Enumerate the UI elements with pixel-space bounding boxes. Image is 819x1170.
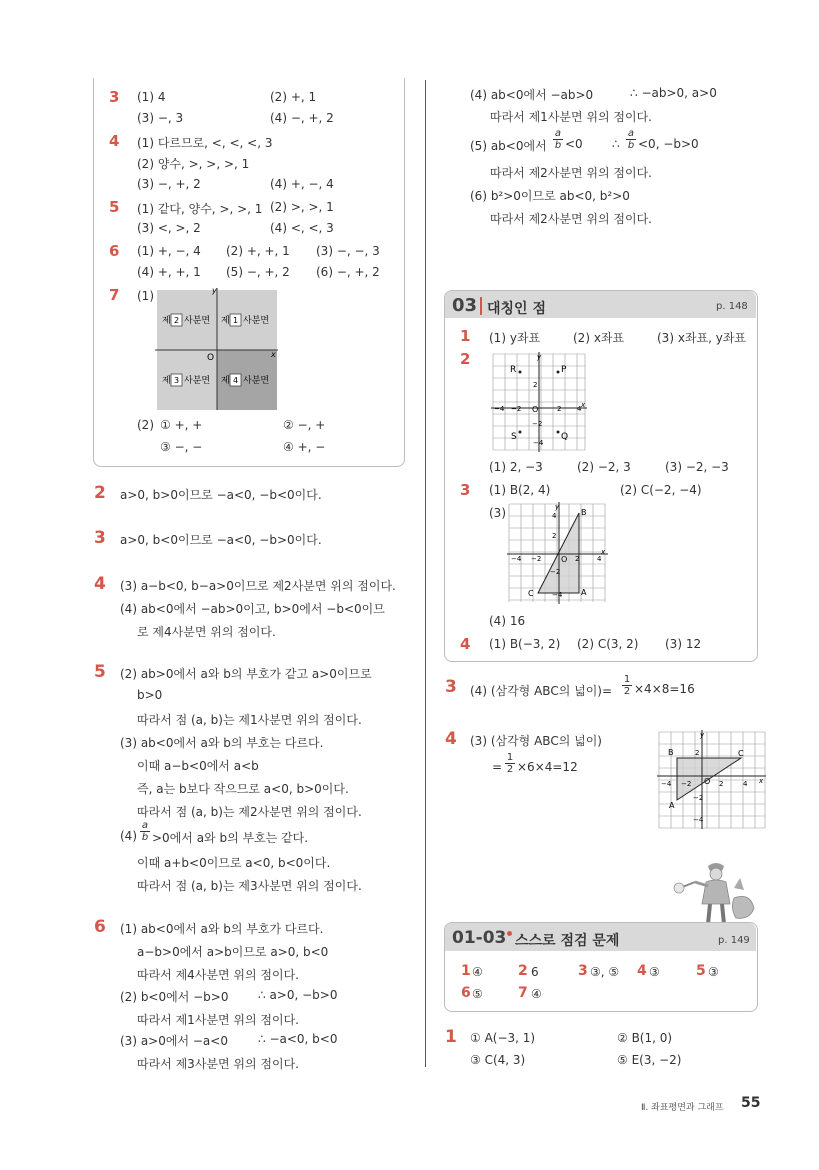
fraction: [626, 128, 636, 151]
tick-label: 4: [552, 512, 557, 520]
tick-label: 4: [577, 405, 582, 413]
tick-label: −4: [552, 591, 563, 599]
fraction: [553, 128, 563, 151]
fraction: [140, 820, 150, 843]
solution-text: <0, −b>0: [638, 137, 699, 151]
quadrant-label: 제: [221, 316, 230, 326]
answer-text: (1) B(−3, 2): [489, 637, 561, 651]
review-item-answer: ③, ⑤: [590, 965, 620, 979]
fraction-denominator: 2: [506, 764, 514, 775]
x-axis-label: x: [759, 777, 764, 785]
problem-number: 2: [460, 350, 471, 368]
tick-label: 2: [557, 405, 562, 413]
tick-label: 4: [743, 780, 748, 788]
review-item-answer: ③: [649, 965, 660, 979]
solution-number: 3: [94, 528, 106, 548]
tick-label: −4: [494, 405, 505, 413]
vertex-label: A: [581, 588, 587, 597]
answer-text: (2) C(3, 2): [577, 637, 639, 651]
tick-label: −4: [511, 555, 522, 563]
review-item-number: 7: [518, 985, 528, 1001]
coordinate-grid: [489, 350, 589, 453]
review-item-number: 3: [578, 963, 588, 979]
solution-text: (3) (삼각형 ABC의 넓이): [470, 734, 602, 748]
tick-label: −2: [511, 405, 522, 413]
origin-label: O: [704, 777, 711, 786]
solution-text: 따라서 제2사분면 위의 점이다.: [490, 166, 652, 180]
point-label: P: [561, 365, 567, 375]
tick-label: −4: [693, 816, 704, 824]
answer-text: (2) x좌표: [573, 331, 625, 345]
problem-number: 6: [109, 242, 120, 260]
fraction-denominator: b: [554, 140, 562, 151]
solution-text: ×6×4=12: [517, 760, 578, 774]
solution-text: 따라서 제4사분면 위의 점이다.: [137, 968, 299, 982]
review-item-answer: ④: [531, 987, 542, 1001]
review-item-number: 1: [461, 963, 471, 979]
solution-text: b>0: [137, 688, 163, 702]
solution-text: 따라서 점 (a, b)는 제3사분면 위의 점이다.: [137, 879, 362, 893]
solution-text: (2) b<0에서 −b>0: [120, 990, 229, 1004]
solution-number: 2: [94, 483, 106, 503]
tick-label: 2: [575, 555, 580, 563]
tick-label: 4: [597, 555, 602, 563]
origin-label: O: [532, 405, 539, 414]
solution-text: >0에서 a와 b의 부호는 같다.: [152, 831, 309, 845]
solution-text: a>0, b<0이므로 −a<0, −b>0이다.: [120, 533, 322, 547]
answer-text: (1) 2, −3: [489, 460, 543, 474]
solution-number: 4: [445, 729, 457, 749]
solution-text: ③ C(4, 3): [470, 1053, 526, 1067]
section-title: 스스로 점검 문제: [515, 933, 620, 949]
solution-number: 3: [445, 677, 457, 697]
vertex-label: B: [581, 508, 587, 517]
section-number: 03: [452, 295, 478, 316]
chapter-title: Ⅱ. 좌표평면과 그래프: [641, 1103, 724, 1113]
answer-text: (2) C(−2, −4): [620, 483, 702, 497]
answer-text: (1) y좌표: [489, 331, 541, 345]
review-item-number: 2: [518, 963, 528, 979]
solution-text: 즉, a는 b보다 작으므로 a<0, b>0이다.: [137, 782, 349, 796]
problem-number: 1: [460, 327, 471, 345]
quadrant-diagram: [150, 285, 280, 413]
page-number: 55: [741, 1095, 761, 1111]
quadrant-label: 제: [162, 316, 171, 326]
x-axis-label: x: [581, 401, 586, 409]
x-axis-label: x: [601, 548, 606, 556]
answer-text: (3) −, +, 2: [137, 177, 201, 191]
fraction-numerator: a: [554, 128, 562, 139]
solution-text: ② B(1, 0): [617, 1031, 673, 1045]
solution-number: 4: [94, 574, 106, 594]
coordinate-grid: [655, 728, 767, 830]
answer-text: ① +, +: [160, 418, 203, 432]
quadrant-label: 사분면: [184, 376, 211, 386]
origin-label: O: [207, 353, 215, 363]
review-item-number: 4: [637, 963, 647, 979]
answer-text: (1) 다르므로, <, <, <, 3: [137, 136, 273, 150]
solution-text: a−b>0에서 a>b이므로 a>0, b<0: [137, 945, 329, 959]
vertex-label: A: [669, 801, 675, 810]
solution-text: ∴: [612, 137, 620, 151]
fraction-numerator: 1: [506, 752, 514, 763]
solution-text: (2) ab>0에서 a와 b의 부호가 같고 a>0이므로: [120, 667, 372, 681]
tick-label: −2: [550, 568, 561, 576]
column-divider: [425, 80, 426, 1067]
solution-text: 따라서 점 (a, b)는 제2사분면 위의 점이다.: [137, 805, 362, 819]
solution-text: 이때 a−b<0에서 a<b: [137, 759, 259, 773]
solution-text: (4) (삼각형 ABC의 넓이)=: [470, 684, 613, 698]
solution-text: ① A(−3, 1): [470, 1031, 536, 1045]
solution-text: 따라서 점 (a, b)는 제1사분면 위의 점이다.: [137, 713, 362, 727]
tick-label: 2: [719, 780, 724, 788]
answer-text: (2) −2, 3: [577, 460, 631, 474]
answer-text: (2) >, >, 1: [270, 200, 334, 214]
problem-number: 4: [460, 635, 471, 653]
solution-text: ∴ −a<0, b<0: [258, 1032, 338, 1046]
answer-text: (2) 양수, >, >, >, 1: [137, 157, 250, 171]
point-p: [557, 371, 560, 374]
solution-text: 따라서 제1사분면 위의 점이다.: [137, 1013, 299, 1027]
solution-text: (6) b²>0이므로 ab<0, b²>0: [470, 189, 630, 203]
quadrant-label: 사분면: [243, 316, 270, 326]
tick-label: −2: [531, 555, 542, 563]
answer-text: (4) 16: [489, 614, 526, 628]
problem-number: 3: [109, 88, 120, 106]
x-axis-label: x: [271, 350, 276, 359]
answer-text: (3) −2, −3: [665, 460, 729, 474]
origin-label: O: [561, 555, 568, 564]
problem-number: 4: [109, 132, 120, 150]
point-q: [557, 431, 560, 434]
solution-text: (4) ab<0에서 −ab>0: [470, 88, 594, 102]
tick-label: −4: [533, 439, 544, 447]
tick-label: 2: [695, 749, 700, 757]
answer-text: (3) <, >, 2: [137, 221, 201, 235]
y-axis-label: y: [537, 353, 542, 361]
page-reference: p. 148: [716, 301, 748, 312]
answer-text: (4) +, +, 1: [137, 265, 201, 279]
vertex-label: B: [668, 748, 674, 757]
point-s: [519, 431, 522, 434]
section-title: 대칭인 점: [487, 301, 546, 317]
answer-text: (6) −, +, 2: [316, 265, 380, 279]
solution-text: a>0, b>0이므로 −a<0, −b<0이다.: [120, 488, 322, 502]
answer-text: ④ +, −: [283, 440, 326, 454]
bullet-dot: [507, 931, 512, 936]
problem-number: 5: [109, 198, 120, 216]
solution-number: 6: [94, 917, 106, 937]
blank-answer: 3: [174, 376, 180, 385]
solution-text: =: [492, 760, 503, 774]
point-label: S: [511, 432, 517, 442]
solution-number: 5: [94, 662, 106, 682]
coordinate-grid: [505, 500, 610, 606]
solution-number: 1: [445, 1027, 457, 1047]
y-axis-label: y: [555, 503, 560, 511]
quadrant-label: 사분면: [184, 316, 211, 326]
point-label: Q: [561, 432, 569, 442]
answer-text: (4) −, +, 2: [270, 111, 334, 125]
answer-text: (3) x좌표, y좌표: [657, 331, 747, 345]
blank-answer: 1: [233, 316, 239, 325]
solution-text: (5) ab<0에서: [470, 139, 547, 153]
problem-number: 7: [109, 286, 120, 304]
blank-answer: 2: [174, 316, 180, 325]
answer-text: (4) +, −, 4: [270, 177, 334, 191]
answer-text: (1) +, −, 4: [137, 244, 201, 258]
tick-label: 2: [533, 381, 538, 389]
solution-text: (1) ab<0에서 a와 b의 부호가 다르다.: [120, 922, 324, 936]
problem-number: 3: [460, 481, 471, 499]
section-divider: [480, 297, 482, 315]
solution-text: <0: [565, 137, 583, 151]
solution-text: ×4×8=16: [634, 682, 695, 696]
solution-text: (3) a>0에서 −a<0: [120, 1034, 228, 1048]
point-r: [519, 371, 522, 374]
answer-text: (1) 같다, 양수, >, >, 1: [137, 202, 263, 216]
fraction: [622, 674, 632, 697]
fraction: [505, 752, 515, 775]
solution-text: 따라서 제2사분면 위의 점이다.: [490, 212, 652, 226]
solution-text: 이때 a+b<0이므로 a<0, b<0이다.: [137, 856, 331, 870]
review-item-number: 6: [461, 985, 471, 1001]
answer-text: (3) −, 3: [137, 111, 184, 125]
solution-text: 로 제4사분면 위의 점이다.: [137, 625, 276, 639]
tick-label: −2: [532, 420, 543, 428]
review-item-number: 5: [696, 963, 706, 979]
review-item-answer: 6: [531, 965, 539, 979]
solution-text: 따라서 제3사분면 위의 점이다.: [137, 1057, 299, 1071]
answer-text: (1) B(2, 4): [489, 483, 551, 497]
answer-text: ③ −, −: [160, 440, 203, 454]
answer-text: (2) +, +, 1: [226, 244, 290, 258]
answer-text: ② −, +: [283, 418, 326, 432]
blank-answer: 4: [233, 376, 239, 385]
point-label: R: [510, 365, 517, 375]
section-number: 01-03: [452, 928, 507, 948]
vertex-label: C: [528, 589, 534, 598]
answer-text: (1) 4: [137, 90, 166, 104]
grid-lines: [659, 732, 765, 828]
tick-label: 2: [552, 532, 557, 540]
answer-text: (3): [489, 506, 506, 520]
solution-text: 따라서 제1사분면 위의 점이다.: [490, 110, 652, 124]
solution-text: (4): [120, 829, 137, 843]
quadrant-label: 제: [221, 376, 230, 386]
page-reference: p. 149: [718, 935, 750, 946]
tick-label: −2: [681, 780, 692, 788]
tick-label: −4: [661, 780, 672, 788]
answer-text: (5) −, +, 2: [226, 265, 290, 279]
review-item-answer: ⑤: [472, 987, 483, 1001]
solution-text: ⑤ E(3, −2): [617, 1053, 682, 1067]
solution-text: (3) ab<0에서 a와 b의 부호는 다르다.: [120, 736, 324, 750]
vertex-label: C: [738, 749, 744, 758]
y-axis-label: y: [212, 286, 217, 295]
fraction-denominator: 2: [623, 686, 631, 697]
answer-text: (4) <, <, 3: [270, 221, 334, 235]
answer-text: (2) +, 1: [270, 90, 317, 104]
review-item-answer: ④: [472, 965, 483, 979]
fraction-denominator: b: [141, 832, 149, 843]
solution-text: ∴ a>0, −b>0: [258, 988, 338, 1002]
answer-text: (2): [137, 418, 154, 432]
review-item-answer: ③: [708, 965, 719, 979]
solution-text: (3) a−b<0, b−a>0이므로 제2사분면 위의 점이다.: [120, 579, 396, 593]
solution-text: (4) ab<0에서 −ab>0이고, b>0에서 −b<0이므: [120, 602, 385, 616]
fraction-numerator: a: [627, 128, 635, 139]
character-illustration: [670, 858, 760, 928]
y-axis-label: y: [700, 731, 705, 739]
fraction-numerator: a: [141, 820, 149, 831]
answer-text: (3) 12: [665, 637, 702, 651]
quadrant-label: 제: [162, 376, 171, 386]
solution-text: ∴ −ab>0, a>0: [630, 86, 717, 100]
fraction-denominator: b: [627, 140, 635, 151]
tick-label: −2: [693, 794, 704, 802]
answer-text: (3) −, −, 3: [316, 244, 380, 258]
quadrant-label: 사분면: [243, 376, 270, 386]
answer-text: (1): [137, 289, 154, 303]
fraction-numerator: 1: [623, 674, 631, 685]
